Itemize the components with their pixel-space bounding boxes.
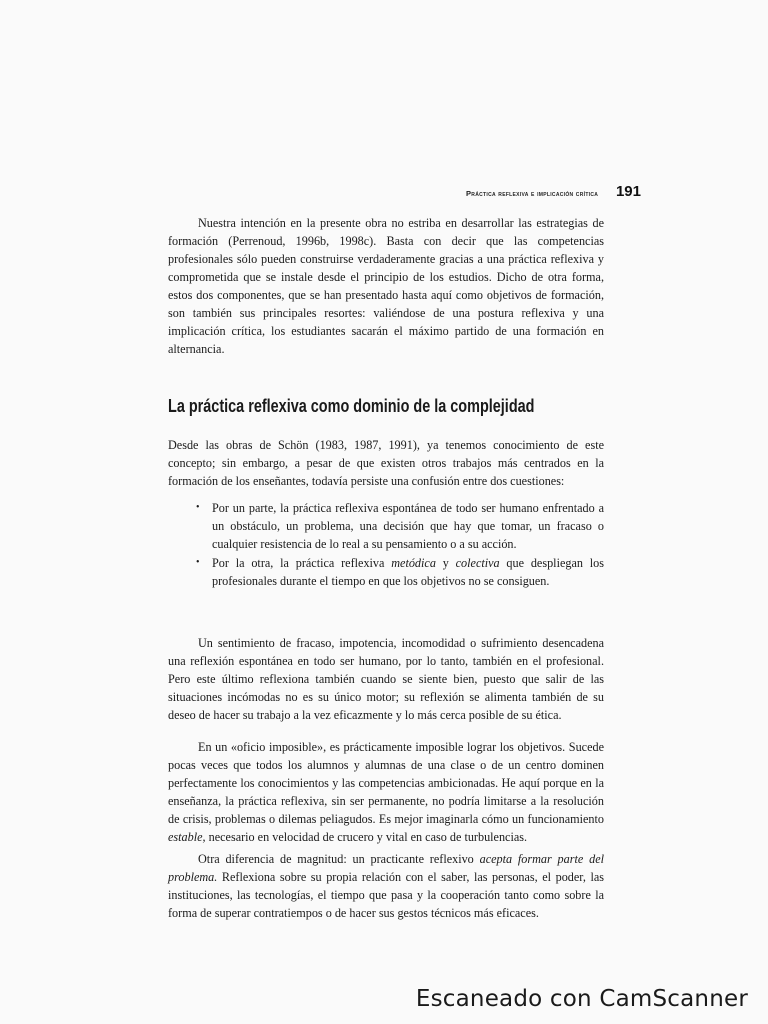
running-head-title: Práctica reflexiva e implicación crítica <box>466 189 599 198</box>
list-item-text-start: Por la otra, la práctica reflexiva <box>212 556 392 570</box>
running-head <box>466 183 641 200</box>
paragraph-2-text-end: necesario en velocidad de crucero y vital en caso de turbulencias. <box>205 830 528 844</box>
page-number: 191 <box>615 183 641 200</box>
italic-term-colectiva: colectiva <box>455 556 500 570</box>
bullet-icon: • <box>196 557 200 568</box>
bullet-icon: • <box>196 502 200 513</box>
bullet-list <box>196 499 604 591</box>
italic-phrase: acepta formar parte del problema. <box>168 852 604 884</box>
italic-term-estable: estable, <box>168 830 206 844</box>
list-item <box>196 499 604 553</box>
paragraph-3 <box>168 850 604 922</box>
list-item-text: Por un parte, la práctica reflexiva espontánea de todo ser humano enfrentado a un obstáculo, un problema, una decisión que hay que tomar, un fracaso o cualquier resistencia de lo real a su pensamiento o a su acción. <box>212 501 604 551</box>
italic-term-metodica: metódica <box>391 556 436 570</box>
paragraph-2 <box>168 738 604 846</box>
section-heading: La práctica reflexiva como dominio de la complejidad <box>168 395 535 416</box>
list-item <box>196 554 604 590</box>
section-intro-paragraph: Desde las obras de Schön (1983, 1987, 1991), ya tenemos conocimiento de este concepto; sin embargo, a pesar de que existen otros trabajos más centrados en la formación de los enseñantes, todavía persiste una confusión entre dos cuestiones: <box>168 438 604 488</box>
camscanner-watermark: Escaneado con CamScanner <box>415 986 748 1012</box>
paragraph-1: Un sentimiento de fracaso, impotencia, incomodidad o sufrimiento desencadena una reflexión espontánea en todo ser humano, por lo tanto, también en el profesional. Pero este último reflexiona también cuando se siente bien, puesto que salir de las situaciones incómodas no es su único motor; su reflexión se alimenta también de su deseo de hacer su trabajo a la vez eficazmente y lo más cerca posible de su ética. <box>168 636 604 722</box>
intro-paragraph: Nuestra intención en la presente obra no estriba en desarrollar las estrategias de formación (Perrenoud, 1996b, 1998c). Basta con decir que las competencias profesionales sólo pueden construirse verdaderamente gracias a una práctica reflexiva y comprometida que se instale desde el principio de los estudios. Dicho de otra forma, estos dos componentes, que se han presentado hasta aquí como objetivos de formación, son también sus principales resortes: valiéndose de una postura reflexiva y una implicación crítica, los estudiantes sacarán el máximo partido de una formación en alternancia. <box>168 216 604 356</box>
paragraph-3-text-end: Reflexiona sobre su propia relación con el saber, las personas, el poder, las instituciones, las tecnologías, el tiempo que pasa y la cooperación tanto como sobre la forma de superar contratiempos o de hacer sus gestos técnicos más eficaces. <box>168 870 604 920</box>
paragraph-2-text: En un «oficio imposible», es prácticamente imposible lograr los objetivos. Sucede pocas veces que todos los alumnos y alumnas de una clase o de un centro dominen perfectamente los conocimientos y las competencias ambicionadas. He aquí porque en la enseñanza, la práctica reflexiva, sin ser permanente, no podría limitarse a la resolución de crisis, problemas o dilemas peliagudos. Es mejor imaginarla cómo un funcionamiento <box>168 740 604 826</box>
list-item-text-mid: y <box>435 556 456 570</box>
list-item-text-end: que despliegan los profesionales durante el tiempo en que los objetivos no se consiguen. <box>212 556 604 588</box>
paragraph-3-text: Otra diferencia de magnitud: un practicante reflexivo <box>198 852 480 866</box>
